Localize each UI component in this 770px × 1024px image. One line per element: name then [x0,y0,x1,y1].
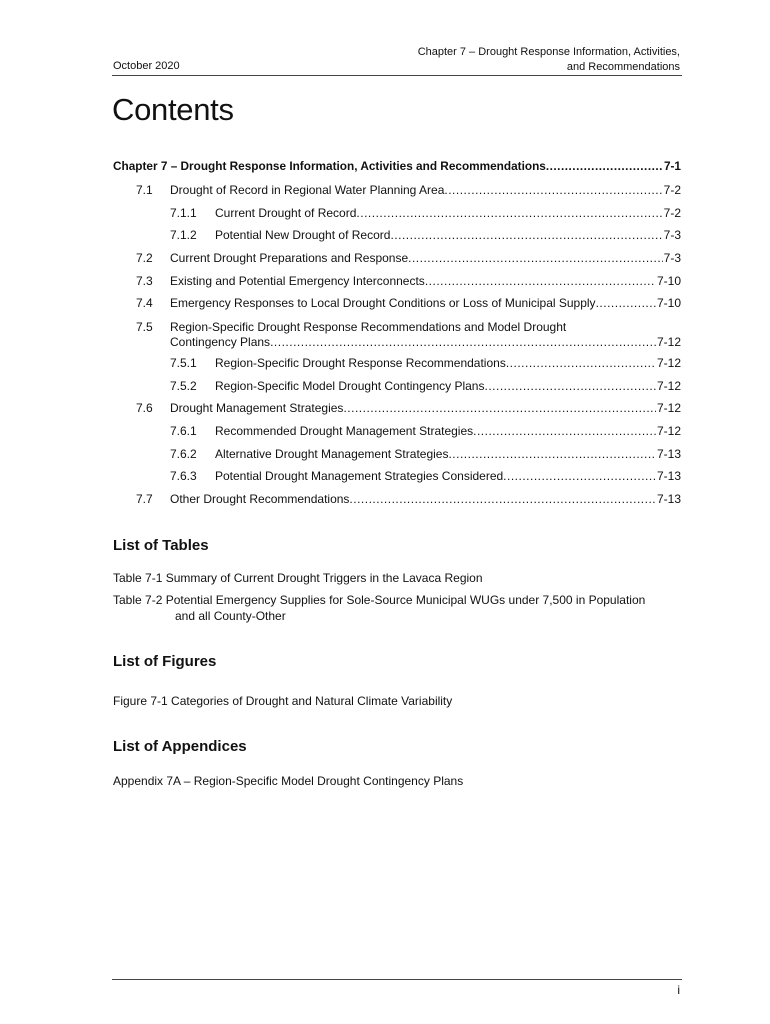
toc-entry-text: Current Drought Preparations and Response [170,251,409,265]
toc-leader [349,491,656,507]
toc-leader [596,295,656,311]
toc-entry-text: Current Drought of Record [215,206,357,220]
toc-leader [343,400,656,416]
toc-number: 7.3 [136,274,153,288]
toc-entry-7-6[interactable] [113,400,681,416]
toc-page: 7-12 [656,401,681,415]
toc-page: 7-13 [656,447,681,461]
toc-entry-7-7[interactable] [113,491,681,507]
toc-number: 7.5.2 [170,379,197,393]
toc-entry-7-4[interactable] [113,295,681,311]
page-title: Contents [112,92,234,127]
toc-leader [473,423,656,439]
toc-leader [270,334,656,350]
toc-number: 7.6.2 [170,447,197,461]
header-chapter-line2: and Recommendations [566,60,680,73]
toc-entry-text: Region-Specific Model Drought Contingency Plans [215,379,485,393]
toc-entry-7-2[interactable] [113,250,681,266]
toc-number: 7.7 [136,492,153,506]
toc-leader [484,378,655,394]
header-chapter-line1: Chapter 7 – Drought Response Information, Activities, [417,46,680,58]
toc-page: 7-10 [656,274,681,288]
toc-entry-text: Emergency Responses to Local Drought Conditions or Loss of Municipal Supply [170,296,596,310]
toc-number: 7.4 [136,296,153,310]
header-chapter-title [418,45,680,74]
toc-entry-7-3[interactable] [113,273,681,289]
toc-number: 7.6 [136,401,153,415]
toc-entry-text: Drought Management Strategies [170,401,344,415]
toc-number: 7.6.1 [170,424,197,438]
toc-number: 7.5.1 [170,356,197,370]
figure-list-item[interactable]: Figure 7-1 Categories of Drought and Natural Climate Variability [113,694,453,708]
toc-entry-text: Other Drought Recommendations [170,492,350,506]
toc-entry-7-6-1[interactable] [113,423,681,439]
toc-leader [425,273,656,289]
toc-entry-text-line1: Region-Specific Drought Response Recommendations and Model Drought [170,320,567,334]
toc-leader [390,227,662,243]
toc-entry-text: Potential New Drought of Record [215,228,391,242]
list-of-tables-heading: List of Tables [113,537,209,554]
toc-page: 7-2 [663,206,681,220]
toc-entry-7-5[interactable] [113,320,681,350]
toc-number: 7.5 [136,320,153,334]
table-list-item-line2: and all County-Other [175,609,286,623]
list-of-figures-heading: List of Figures [113,653,217,670]
toc-number: 7.1.1 [170,206,197,220]
toc-entry-7-1[interactable] [113,182,681,198]
toc-entry-text: Region-Specific Drought Response Recommendations [215,356,506,370]
toc-page: 7-3 [663,251,681,265]
toc-entry-text: Recommended Drought Management Strategies [215,424,474,438]
toc-page: 7-12 [656,356,681,370]
toc-page: 7-1 [663,159,681,173]
toc-entry-7-5-1[interactable] [113,355,681,371]
toc-number: 7.1.2 [170,228,197,242]
toc-leader [408,250,663,266]
footer-rule [112,979,682,980]
toc-entry-7-5-2[interactable] [113,378,681,394]
toc-entry-text: Existing and Potential Emergency Interconnects [170,274,425,288]
toc-leader [448,446,656,462]
toc-entry-7-6-3[interactable] [113,468,681,484]
table-list-item[interactable]: Table 7-1 Summary of Current Drought Triggers in the Lavaca Region [113,571,483,585]
toc-page: 7-12 [656,335,681,349]
toc-entry-text: Potential Drought Management Strategies Considered [215,469,504,483]
toc-entry-text: Drought of Record in Regional Water Planning Area [170,183,445,197]
toc-page: 7-3 [663,228,681,242]
table-list-item-line1: Table 7-2 Potential Emergency Supplies for Sole-Source Municipal WUGs under 7,500 in Population [113,593,646,607]
toc-entry-7-6-2[interactable] [113,446,681,462]
toc-leader [444,182,662,198]
toc-entry-text: Alternative Drought Management Strategies [215,447,449,461]
toc-page: 7-2 [663,183,681,197]
toc-entry-text: Contingency Plans [170,335,271,349]
toc-entry-7-1-1[interactable] [113,205,681,221]
header-date: October 2020 [113,60,180,72]
toc-page: 7-13 [656,469,681,483]
toc-number: 7.2 [136,251,153,265]
toc-entry-text: Chapter 7 – Drought Response Information, Activities and Recommendations [113,159,546,173]
list-of-appendices-heading: List of Appendices [113,738,247,755]
toc-page: 7-13 [656,492,681,506]
toc-page: 7-10 [656,296,681,310]
toc-page: 7-12 [656,379,681,393]
header-rule [112,75,682,76]
toc-entry-chapter-7[interactable] [113,158,681,174]
toc-number: 7.6.3 [170,469,197,483]
toc-leader [546,158,663,174]
toc-entry-7-1-2[interactable] [113,227,681,243]
page-number: i [677,983,680,997]
appendix-list-item[interactable]: Appendix 7A – Region-Specific Model Drought Contingency Plans [113,774,464,788]
toc-leader [356,205,662,221]
toc-leader [503,468,656,484]
toc-page: 7-12 [656,424,681,438]
toc-number: 7.1 [136,183,153,197]
table-list-item[interactable] [113,592,683,624]
toc-leader [506,355,656,371]
